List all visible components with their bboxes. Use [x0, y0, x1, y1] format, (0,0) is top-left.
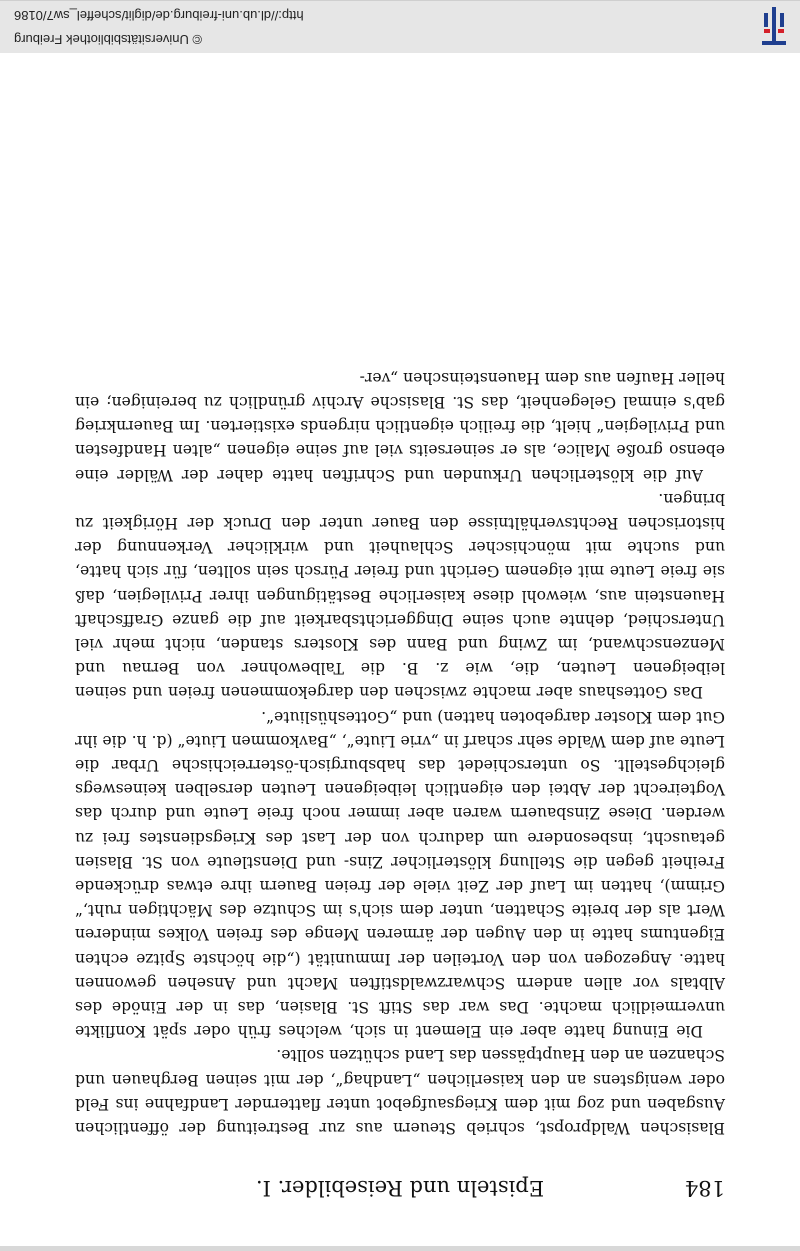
copyright-text: © Universitätsbibliothek Freiburg: [14, 32, 203, 47]
paragraph: Die Einung hatte aber ein Element in sich, welches früh oder spät Konflikte unvermeidlich machte. Das war das Stift St. Blasien, das in der Einöde des Albtals vor allen andern Schwarzwaldstiften Macht und Ansehen gewonnen hatte. Angezogen von den Vorteilen der Immunität („die höchste Spitze echten Eigentums hatte in den Augen der ärmeren Menge des freien Volkes minderen Wert als der breite Schatten, unter dem sich's im Schutze des Mächtigen ruht,“ Grimm), hatten im Lauf der Zeit viele der freien Bauern ihre etwas drückende Freiheit gegen die Stellung klösterlicher Zins- und Dienstleute von St. Blasien getauscht, insbesondere um dadurch von der Last des Kriegsdienstes frei zu werden. Diese Zinsbauern waren aber immer noch freie Leute und durch das Vogteirecht der Abtei den eigentlich leibeigenen Leuten derselben keineswegs gleichgestellt. So unterschiedet das habsburgisch-österreichische Urbar die Leute auf dem Walde sehr scharf in „vrie Liute“, „Bavkommen Liute“ (d. h. die ihr Gut dem Kloster dargeboten hatten) und „Gotteshüsliute“.: [75, 707, 725, 1041]
running-title: Episteln und Reisebilder. I.: [255, 1176, 545, 1200]
page-body: [75, 366, 725, 1141]
paragraph: Auf die klösterlichen Urkunden und Schriften hatte daher der Wälder eine ebenso große Malice, als er seinerseits viel auf seine eigenen „alten Handfesten und Privilegien“ hielt, die freilich eigentlich nirgends existierten. Im Bauernkrieg gab's einmal Gelegenheit, das St. Blasische Archiv gründlich zu bereinigen; ein heller Haufen aus dem Hauensteinschen „ver-: [75, 368, 725, 484]
paragraph: Blasischen Waldpropst, schrieb Steuern aus zur Bestreitung der öffentlichen Ausgaben und zog mit dem Kriegsaufgebot unter flatternder Landfahne ins Feld oder wenigstens an den kaiserlichen „Landhag“, der mit seinen Berghauen und Schanzen an den Hauptpässen das Land schützen sollte.: [75, 1046, 725, 1137]
book-page: [75, 140, 725, 1200]
viewer-header: [0, 0, 800, 53]
page-number: 184: [684, 1176, 725, 1200]
university-logo-icon: [752, 5, 796, 49]
paragraph: Das Gotteshaus aber machte zwischen den dargekommenen freien und seinen leibeigenen Leuten, die, wie z. B. die Talbewohner von Bernau und Menzenschwand, im Zwing und Bann des Klosters standen, nicht mehr viel Unterschied, dehnte auch seine Dinggerichtsbarkeit auf die ganze Graffschaft Hauenstein aus, wiewohl diese kaiserliche Bestätigungen ihrer Privilegien, daß sie freie Leute mit eigenem Gericht und freier Pürsch sein sollten, für sich hatte, und suchte mit mönchischer Schlauheit und wirklicher Verkennung der historischen Rechtsverhältnisse den Bauer unter den Druck der Hörigkeit zu bringen.: [75, 489, 725, 702]
viewer-bottom-bar: [0, 1246, 800, 1251]
source-url-link[interactable]: http://dl.ub.uni-freiburg.de/diglit/scheffel_sw7/0186: [14, 8, 304, 23]
running-head: [75, 1164, 725, 1200]
